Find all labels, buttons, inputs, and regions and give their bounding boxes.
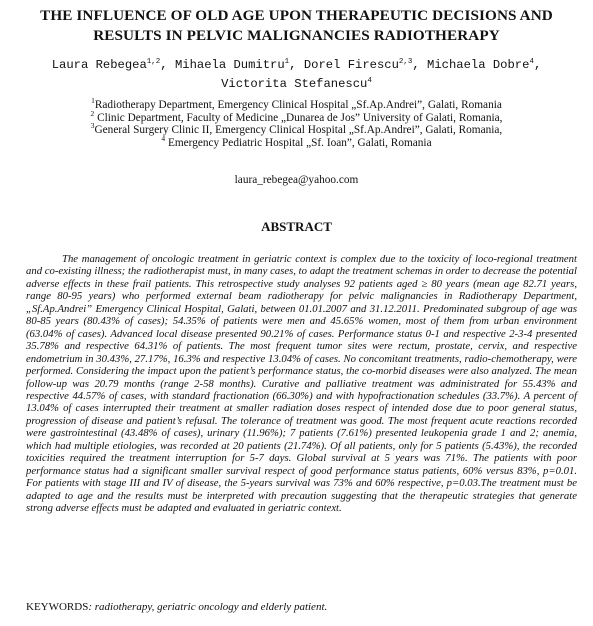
keywords-text: : radiotherapy, geriatric oncology and elderly patient. <box>88 601 328 613</box>
author-affiliation-mark: 4 <box>367 76 372 85</box>
affiliation-item: $^3$General Surgery Clinic II, Emergency Clinical Hospital „Sf.Ap.Andrei”, Galati, Romania, <box>90 121 503 137</box>
author-list: Laura Rebegea$^{1,2}$, Mihaela Dumitru$^1$, Dorel Firescu$^{2,3}$, Michaela Dobre$^4$, Victorita Stefanescu$^4$ <box>51 57 542 91</box>
author-name: Dorel Firescu <box>303 58 399 72</box>
affiliation-item: $^2$ Clinic Department, Faculty of Medicine „Dunarea de Jos” University of Galati, Romania, <box>90 108 503 124</box>
author-name: Laura Rebegea <box>51 58 147 72</box>
contact-email[interactable]: laura_rebegea@yahoo.com <box>234 174 359 186</box>
author-name: Victorita Stefanescu <box>221 77 368 91</box>
keywords-label: KEYWORDS <box>26 601 89 613</box>
affiliation-item: $^4$ Emergency Pediatric Hospital „Sf. Ioan”, Galati, Romania <box>161 134 432 149</box>
abstract-heading: ABSTRACT <box>261 219 332 234</box>
author-affiliation-mark: 4 <box>529 57 534 66</box>
author-affiliation-mark: 1 <box>284 57 290 66</box>
affiliation-list <box>20 96 573 149</box>
author-affiliation-mark: 2,3 <box>398 57 413 66</box>
abstract-text: The management of oncologic treatment in geriatric context is complex due to the toxicity of loco-regional treatment and co-existing illness; the radiotherapist must, in many cases, to adapt the treatment schemas in order to decrease the potential adverse effects in these frail patients. This retrospective study analyses 92 patients aged ≥ 80 years (mean age 82.71 years, range 80-95 years) who performed external beam radiotherapy for pelvic malignancies in Radiotherapy Department, „Sf.Ap.Andrei” Emergency Clinical Hospital, Galati, between 01.01.2007 and 31.12.2011. Predominated subgroup of age was 80-85 years (80.43% of cases); 54.35% of patients were men and 45.65% women, most of them from urban environment (63.04% of cases). Advanced local disease presented 90.21% of cases. Performance status 0-1 and respective 2-3-4 presented 35.78% and respective 64.31% of patients. The most frequent tumor sites were rectum, prostate, cervix, and respective endometrium in 30.43%, 27.17%, 16.3% and respective 13.04% of cases. No concomitant treatments, radio-chemotherapy, were performed. Considering the impact upon the patient’s performance status, the co-morbid diseases were also analyzed. The mean follow-up was 20.79 months (range 2-58 months). Curative and palliative treatment was administrated for 55.43% and respective 44.57% of cases, with standard fractionation (66.30%) and with hypofractionation schedules (33.7%). A percent of 13.04% of cases interrupted their treatment at smaller radiation doses respect of intended dose due to poor general status, progression of disease and patient’s refusal. The tolerance of treatment was good. The most frequent acute reactions recorded were gastrointestinal (43.48% of cases), urinary (11.96%); 7 patients (7.61%) presented leukopenia grade 1 and 2; anemia, which had multiple etiologies, was recorded at 20 patients (21.74%). Of all patients, only for 5 patients (5.43%), the recorded toxicities required the treatment interruption for 5-7 days. Global survival at 5 years was 71%. The patients with poor performance status had a significant smaller survival respect of good performance status patients, 60% versus 83%, p=0.01. For patients with stage III and IV of disease, the 5-years survival was 73% and 60% respective, p=0.03.The treatment must be adapted to age and the results must be interpreted with precaution suggesting that the therapeutic strategies that generate strong adverse effects must be adapted and evaluated in geriatric context. <box>26 253 577 515</box>
author-name: Mihaela Dumitru <box>174 58 285 72</box>
author-name: Michaela Dobre <box>427 58 530 72</box>
affiliation-item: $^1$Radiotherapy Department, Emergency Clinical Hospital „Sf.Ap.Andrei”, Galati, Romania <box>91 96 502 111</box>
paper-title: THE INFLUENCE OF OLD AGE UPON THERAPEUTIC DECISIONS AND RESULTS IN PELVIC MALIGNANCIES RADIOTHERAPY <box>40 7 553 44</box>
keywords-line <box>26 601 577 613</box>
author-affiliation-mark: 1,2 <box>146 57 161 66</box>
